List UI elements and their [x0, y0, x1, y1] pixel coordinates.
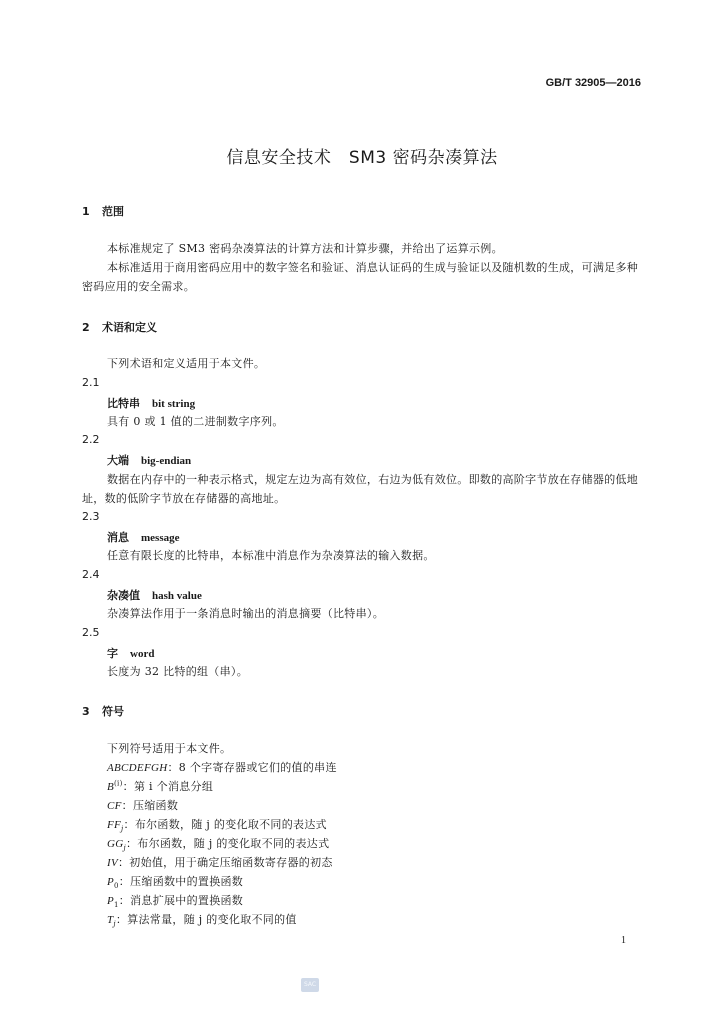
term-number: 2.5	[82, 626, 100, 639]
symbols-intro: 下列符号适用于本文件。	[107, 742, 232, 755]
symbol-subscript: j	[121, 825, 124, 834]
term-zh: 比特串	[107, 397, 140, 410]
term-heading	[107, 395, 195, 411]
term-number: 2.1	[82, 376, 100, 389]
section-number: 3	[82, 705, 90, 718]
symbol: T	[107, 914, 114, 926]
symbol-subscript: 0	[114, 882, 119, 891]
symbol: FF	[107, 819, 122, 831]
term-en: big-endian	[141, 455, 192, 467]
term-zh: 消息	[107, 531, 129, 544]
symbol: B	[107, 781, 115, 793]
symbol-superscript: (i)	[114, 779, 123, 788]
scope-paragraph-1: 本标准规定了 SM3 密码杂凑算法的计算方法和计算步骤，并给出了运算示例。	[107, 242, 503, 255]
term-heading	[107, 452, 191, 468]
term-heading	[107, 587, 202, 603]
section-title: 符号	[102, 705, 124, 718]
symbol-description: ：初始值，用于确定压缩函数寄存器的初态	[117, 856, 333, 869]
symbol-description: ：消息扩展中的置换函数	[118, 894, 244, 907]
symbol-subscript: j	[113, 920, 116, 929]
term-zh: 大端	[107, 454, 129, 467]
symbol-subscript: 1	[114, 901, 119, 910]
symbol-description: ：算法常量，随 j 的变化取不同的值	[115, 913, 297, 926]
term-number: 2.4	[82, 568, 100, 581]
term-heading	[107, 645, 154, 661]
symbol-description: ：压缩函数中的置换函数	[118, 875, 244, 888]
term-definition: 具有 0 或 1 值的二进制数字序列。	[107, 415, 284, 428]
symbol: GG	[107, 838, 124, 850]
section-number: 2	[82, 321, 90, 334]
term-number: 2.2	[82, 433, 100, 446]
symbol-description: ：压缩函数	[121, 799, 179, 812]
section-title: 范围	[102, 205, 124, 218]
page-number: 1	[621, 935, 626, 946]
symbol-entry	[107, 911, 297, 928]
term-definition: 数据在内存中的一种表示格式，规定左边为高有效位，右边为低有效位。即数的高阶字节放在存储器的低地址，数的低阶字节放在存储器的高地址。	[82, 473, 639, 505]
term-heading	[107, 529, 180, 545]
term-zh: 杂凑值	[107, 589, 140, 602]
symbol-entry	[107, 835, 329, 852]
symbol-description: ：布尔函数，随 j 的变化取不同的表达式	[123, 818, 327, 831]
term-definition: 杂凑算法作用于一条消息时输出的消息摘要（比特串）。	[107, 607, 384, 620]
term-definition: 长度为 32 比特的组（串）。	[107, 665, 248, 678]
document-title: 信息安全技术 SM3 密码杂凑算法	[226, 148, 498, 168]
section-number: 1	[82, 205, 90, 218]
symbol-description: ：8 个字寄存器或它们的值的串连	[167, 761, 337, 774]
symbol-entry	[107, 816, 327, 833]
term-definition: 任意有限长度的比特串，本标准中消息作为杂凑算法的输入数据。	[107, 549, 435, 562]
symbol-entry	[107, 892, 243, 909]
symbol-description: ：布尔函数，随 j 的变化取不同的表达式	[125, 837, 330, 850]
symbol-entry	[107, 854, 333, 870]
symbol: P	[107, 876, 115, 888]
term-en: bit string	[152, 398, 196, 410]
symbol: IV	[107, 857, 118, 869]
symbol-entry	[107, 759, 337, 775]
section-3-heading	[82, 703, 124, 719]
term-en: message	[141, 532, 180, 544]
section-1-heading	[82, 203, 124, 219]
symbol-entry	[107, 797, 178, 813]
symbol: P	[107, 895, 115, 907]
symbol: CF	[107, 800, 122, 812]
section-title: 术语和定义	[102, 321, 157, 334]
symbol-entry	[107, 778, 213, 794]
watermark-logo: SAC	[301, 978, 319, 992]
term-en: word	[130, 648, 155, 660]
symbol-subscript: j	[123, 844, 126, 853]
scope-paragraph-2: 本标准适用于商用密码应用中的数字签名和验证、消息认证码的生成与验证以及随机数的生成，可满足多种密码应用的安全需求。	[82, 261, 639, 293]
symbol-entry	[107, 873, 243, 890]
term-en: hash value	[152, 590, 202, 602]
section-2-heading	[82, 319, 157, 335]
term-number: 2.3	[82, 510, 100, 523]
term-zh: 字	[107, 647, 118, 660]
symbol: ABCDEFGH	[107, 762, 168, 774]
terms-intro: 下列术语和定义适用于本文件。	[107, 357, 266, 370]
standard-number: GB/T 32905—2016	[545, 77, 641, 89]
symbol-description: ：第 i 个消息分组	[122, 780, 214, 793]
